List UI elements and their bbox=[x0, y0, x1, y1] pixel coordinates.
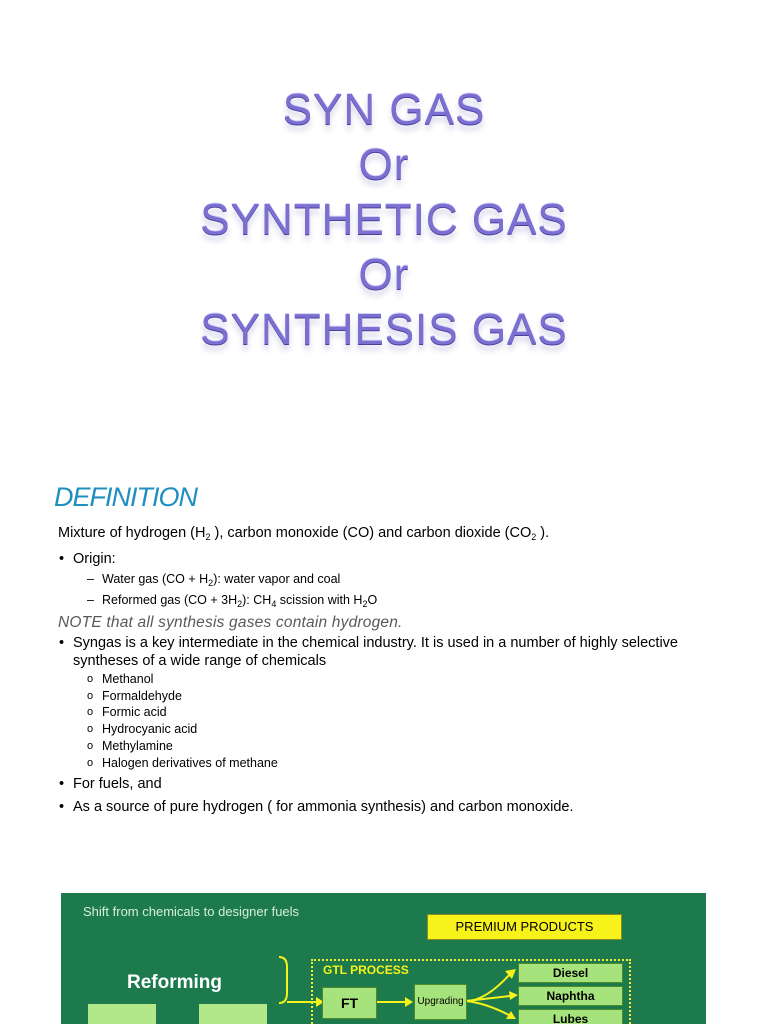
reformed-text-c: scission with H bbox=[276, 592, 363, 607]
subscript: 2 bbox=[208, 578, 214, 588]
subscript: 2 bbox=[237, 598, 243, 609]
water-gas-text-b: ): water vapor and coal bbox=[213, 572, 341, 586]
origin-bullet bbox=[58, 550, 708, 568]
premium-products-box: PREMIUM PRODUCTS bbox=[427, 914, 622, 940]
list-item: o Halogen derivatives of methane bbox=[58, 755, 708, 772]
dash-bullet: – bbox=[87, 572, 94, 586]
water-gas-text-a: Water gas (CO + H bbox=[102, 572, 209, 586]
list-item: o Methylamine bbox=[58, 738, 708, 755]
product-lubes: Lubes bbox=[518, 1009, 623, 1024]
reformed-text-b: ): CH bbox=[242, 592, 272, 607]
reformed-text-a: Reformed gas (CO + 3H bbox=[102, 592, 238, 607]
list-item: o Formaldehyde bbox=[58, 688, 708, 705]
reforming-label: Reforming bbox=[127, 972, 222, 993]
product-diesel: Diesel bbox=[518, 963, 623, 983]
title-line-or-1: Or bbox=[358, 140, 410, 189]
ft-box: FT bbox=[322, 987, 377, 1019]
mixture-text-a: Mixture of hydrogen (H bbox=[58, 525, 206, 541]
slide-title bbox=[0, 82, 768, 357]
list-item: o Formic acid bbox=[58, 704, 708, 721]
water-gas-item bbox=[58, 571, 708, 592]
reformed-gas-item bbox=[58, 592, 708, 613]
diagram-header: Shift from chemicals to designer fuels bbox=[83, 904, 300, 919]
chemicals-list bbox=[58, 671, 708, 771]
subscript: 4 bbox=[271, 598, 277, 609]
definition-body bbox=[58, 524, 708, 816]
title-line-syn-gas: SYN GAS bbox=[282, 85, 486, 134]
subscript: 2 bbox=[205, 532, 211, 542]
definition-heading: DEFINITION bbox=[54, 482, 197, 512]
upgrading-box: Upgrading bbox=[414, 984, 467, 1020]
reformed-text-d: O bbox=[367, 592, 378, 607]
subscript: 2 bbox=[362, 598, 368, 609]
title-line-synthetic-gas: SYNTHETIC GAS bbox=[200, 195, 568, 244]
fuels-bullet: • For fuels, and bbox=[58, 775, 708, 793]
gtl-process-label: GTL PROCESS bbox=[323, 963, 409, 977]
mixture-line bbox=[58, 524, 708, 546]
origin-label: Origin: bbox=[73, 551, 116, 567]
mixture-text-b: ), carbon monoxide (CO) and carbon dioxide (CO bbox=[210, 525, 532, 541]
dash-bullet: – bbox=[87, 592, 94, 607]
bracket-line bbox=[279, 957, 287, 1003]
title-line-synthesis-gas: SYNTHESIS GAS bbox=[200, 305, 568, 354]
hydrogen-note: NOTE that all synthesis gases contain hydrogen. bbox=[58, 614, 403, 631]
mixture-text-c: ). bbox=[536, 525, 550, 541]
list-item: o Methanol bbox=[58, 671, 708, 688]
list-item: o Hydrocyanic acid bbox=[58, 721, 708, 738]
title-line-or-2: Or bbox=[358, 250, 410, 299]
syngas-bullet: • Syngas is a key intermediate in the chemical industry. It is used in a number of highly selective syntheses of a wide range of chemicals bbox=[58, 634, 708, 670]
product-naphtha: Naphtha bbox=[518, 986, 623, 1006]
gtl-diagram bbox=[61, 893, 706, 1024]
subscript: 2 bbox=[531, 532, 537, 542]
source-bullet: • As a source of pure hydrogen ( for ammonia synthesis) and carbon monoxide. bbox=[58, 798, 708, 816]
